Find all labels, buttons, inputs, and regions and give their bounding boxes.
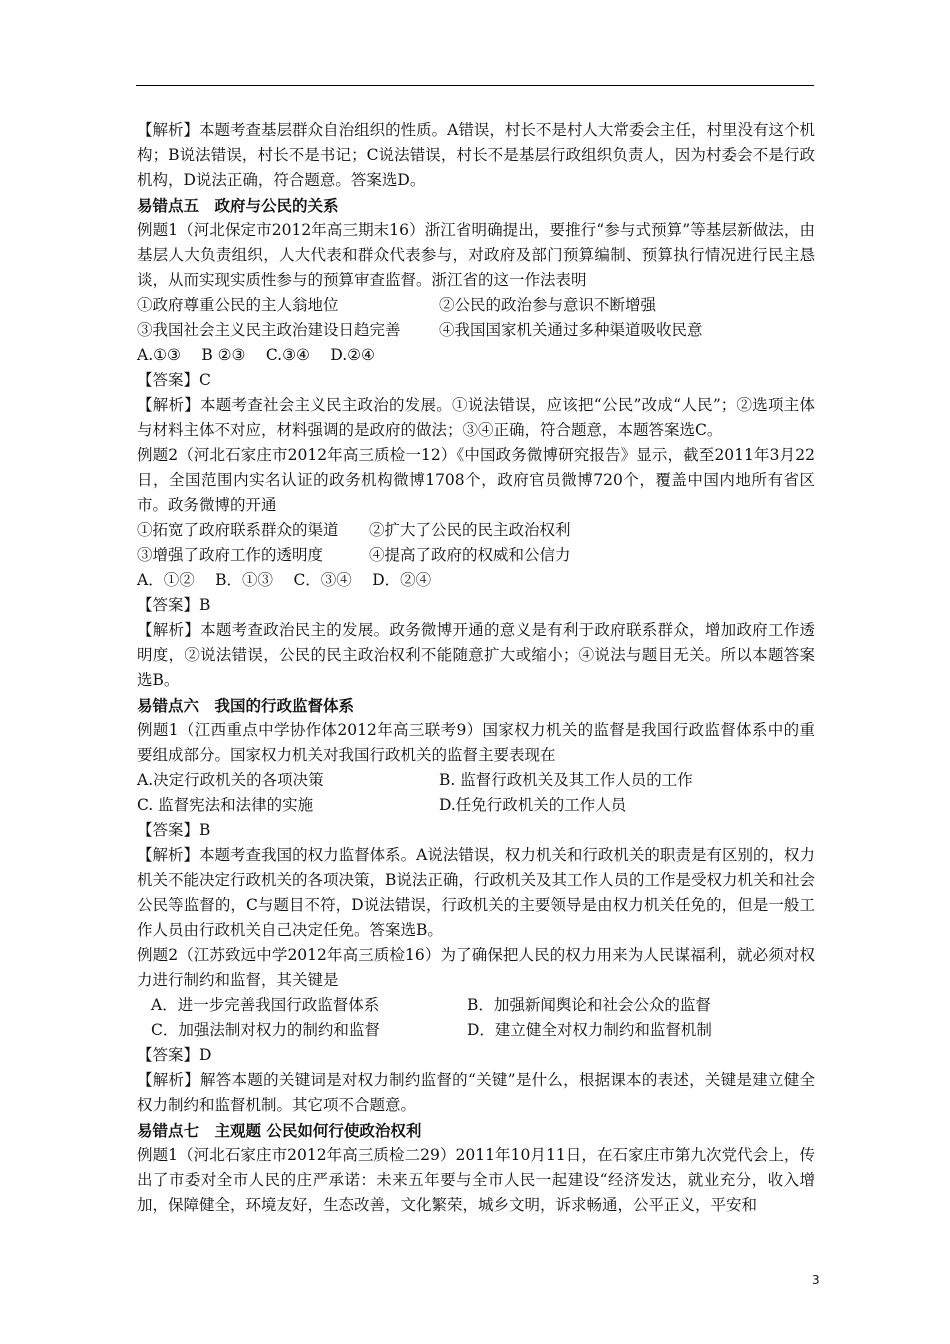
example-question: 例题2（河北石家庄市2012年高三质检一12）《中国政务微博研究报告》显示，截至2011年3月22日，全国范围内实名认证的政务机构微博1708个，政府官员微博720个，覆盖中国内地所有省区市。政务微博的开通 [137, 446, 815, 514]
document-body [137, 118, 815, 1218]
option-item: ①拓宽了政府联系群众的渠道 [137, 521, 339, 539]
option-item: C．加强法制对权力的制约和监督 [151, 1021, 380, 1039]
section-heading-5: 易错点五 政府与公民的关系 [137, 196, 339, 215]
option-item: ④我国国家机关通过多种渠道吸收民意 [439, 321, 703, 339]
analysis-paragraph: 【解析】本题考查我国的权力监督体系。A说法错误，权力机关和行政机关的职责是有区别的，权力机关不能决定行政机关的各项决策，B说法正确，行政机关及其工作人员的工作是受权力机关和社会公民等监督的，C与题目不符，D说法错误，行政机关的主要领导是由权力机关任免的，但是一般工作人员由行政机关自己决定任免。答案选B。 [137, 846, 815, 939]
example-question: 例题1（河北保定市2012年高三期末16）浙江省明确提出，要推行“参与式预算”等基层新做法，由基层人大负责组织，人大代表和群众代表参与，对政府及部门预算编制、预算执行情况进行民主恳谈，从而实现实质性参与的预算审查监督。浙江省的这一作法表明 [137, 221, 815, 289]
choice-line: A.①③ B ②③ C.③④ D.②④ [137, 346, 375, 364]
option-item: B. 监督行政机关及其工作人员的工作 [439, 771, 693, 789]
analysis-paragraph: 【解析】本题考查政治民主的发展。政务微博开通的意义是有利于政府联系群众，增加政府工作透明度，②说法错误，公民的民主政治权利不能随意扩大或缩小；④说法与题目无关。所以本题答案选B。 [137, 621, 815, 689]
header-rule [136, 85, 814, 86]
option-item: D．建立健全对权力制约和监督机制 [467, 1021, 712, 1039]
section-heading-7: 易错点七 主观题 公民如何行使政治权利 [137, 1121, 422, 1140]
section-heading-6: 易错点六 我国的行政监督体系 [137, 696, 355, 715]
option-row [137, 1018, 815, 1043]
option-row [137, 768, 815, 793]
option-item: C. 监督宪法和法律的实施 [137, 796, 314, 814]
answer-line: 【答案】B [137, 821, 211, 839]
option-row [137, 293, 815, 318]
option-row [137, 318, 815, 343]
analysis-paragraph: 【解析】本题考查基层群众自治组织的性质。A错误，村长不是村人大常委会主任，村里没有这个机构；B说法错误，村长不是书记；C说法错误，村长不是基层行政组织负责人，因为村委会不是行政机构，D说法正确，符合题意。答案选D。 [137, 121, 815, 189]
choice-line: A．①② B．①③ C．③④ D．②④ [137, 571, 432, 589]
example-question: 例题1（江西重点中学协作体2012年高三联考9）国家权力机关的监督是我国行政监督体系中的重要组成部分。国家权力机关对我国行政机关的监督主要表现在 [137, 721, 815, 764]
analysis-paragraph: 【解析】本题考查社会主义民主政治的发展。①说法错误，应该把“公民”改成“人民”；②选项主体与材料主体不对应，材料强调的是政府的做法；③④正确，符合题意，本题答案选C。 [137, 396, 815, 439]
analysis-paragraph: 【解析】解答本题的关键词是对权力制约监督的“关键”是什么，根据课本的表述，关键是建立健全权力制约和监督机制。其它项不合题意。 [137, 1071, 815, 1114]
answer-line: 【答案】C [137, 371, 211, 389]
option-item: ②扩大了公民的民主政治权利 [369, 521, 571, 539]
option-item: ③增强了政府工作的透明度 [137, 546, 324, 564]
option-row [137, 518, 815, 543]
example-question: 例题2（江苏致远中学2012年高三质检16）为了确保把人民的权力用来为人民谋福利，就必须对权力进行制约和监督，其关键是 [137, 946, 815, 989]
option-row [137, 543, 815, 568]
option-item: ③我国社会主义民主政治建设日趋完善 [137, 321, 401, 339]
option-row [137, 793, 815, 818]
answer-line: 【答案】B [137, 596, 211, 614]
option-item: A.决定行政机关的各项决策 [137, 771, 324, 789]
option-item: B．加强新闻舆论和社会公众的监督 [467, 996, 711, 1014]
option-item: ④提高了政府的权威和公信力 [369, 546, 571, 564]
option-item: ①政府尊重公民的主人翁地位 [137, 296, 339, 314]
answer-line: 【答案】D [137, 1046, 212, 1064]
example-question: 例题1（河北石家庄市2012年高三质检二29）2011年10月11日，在石家庄市第九次党代会上，传出了市委对全市人民的庄严承诺：未来五年要与全市人民一起建设“经济发达，就业充分，收入增加，保障健全，环境友好，生态改善，文化繁荣，城乡文明，诉求畅通，公平正义，平安和 [137, 1146, 815, 1214]
page-number-text: 3 [812, 1273, 820, 1287]
option-item: ②公民的政治参与意识不断增强 [439, 296, 657, 314]
option-item: A．进一步完善我国行政监督体系 [151, 996, 380, 1014]
option-row [137, 993, 815, 1018]
option-item: D.任免行政机关的工作人员 [439, 796, 627, 814]
